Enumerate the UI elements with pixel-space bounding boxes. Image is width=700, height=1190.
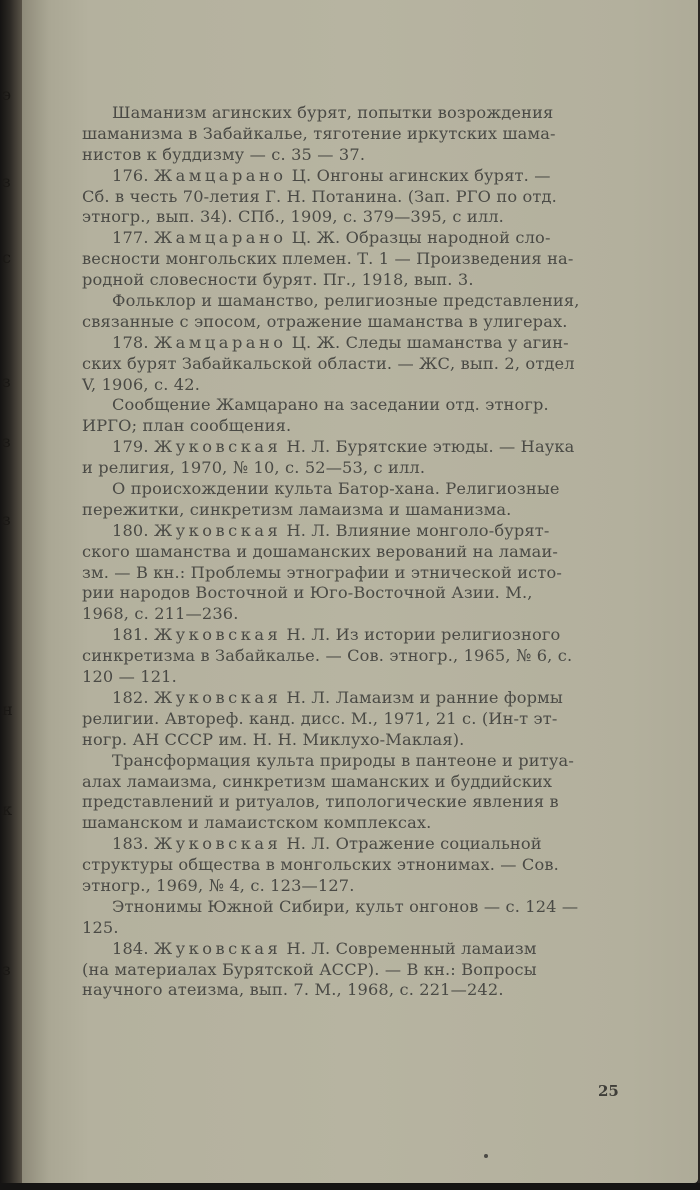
annotation-179 [82,479,632,521]
margin-mark: з [2,432,11,451]
text-line: представлений и ритуалов, типологические явления в [82,792,559,812]
text-line: О происхождении культа Батор-хана. Религиозные [112,479,560,499]
text-line: синкретизма в Забайкалье. — Сов. этногр., 1965, № 6, с. [82,646,573,666]
annotation-182 [82,751,632,835]
text-line: рии народов Восточной и Юго-Восточной Азии. М., [82,583,533,603]
page-number: 25 [598,1082,619,1100]
text-line: алах ламаизма, синкретизм шаманских и буддийских [82,771,553,791]
annotation-177 [82,291,632,333]
text-line: 180. Жуковская Н. Л. Влияние монголо-бурят- [112,520,550,540]
text-line: V, 1906, с. 42. [82,374,200,394]
text-line: 178. Жамцарано Ц. Ж. Следы шаманства у агин- [112,332,569,352]
text-line: (на материалах Бурятской АССР). — В кн.: Вопросы [82,959,537,979]
margin-mark: з [2,960,11,979]
text-line: шаманизма в Забайкалье, тяготение иркутских шама- [82,123,556,143]
text-line: 120 — 121. [82,667,177,687]
text-line: ского шаманства и дошаманских верований на ламаи- [82,541,559,561]
margin-mark: н [2,700,13,719]
book-gutter [0,0,22,1190]
page-text [82,103,632,1001]
text-line: этногр., 1969, № 4, с. 123—127. [82,875,355,895]
author-surname: Жуковская [153,687,282,707]
text-line: Шаманизм агинских бурят, попытки возрождения [112,103,554,122]
author-surname: Жуковская [153,834,282,854]
text-line: шаманском и ламаистском комплексах. [82,813,432,833]
text-line: и религия, 1970, № 10, с. 52—53, с илл. [82,458,426,478]
text-line: связанные с эпосом, отражение шаманства в улигерах. [82,311,568,331]
author-surname: Жуковская [153,520,282,540]
text-line: пережитки, синкретизм ламаизма и шаманизма. [82,499,512,519]
text-line: этногр., вып. 34). СПб., 1909, с. 379—395, с илл. [82,207,504,227]
text-line: научного атеизма, вып. 7. М., 1968, с. 221—242. [82,980,504,1000]
margin-mark: с [2,248,11,267]
bibliography-entry-183 [82,834,632,897]
text-line: родной словесности бурят. Пг., 1918, вып. 3. [82,270,474,290]
text-line: Фольклор и шаманство, религиозные представления, [112,291,580,311]
text-line: 179. Жуковская Н. Л. Бурятские этюды. — Наука [112,437,575,457]
text-line: Сб. в честь 70-летия Г. Н. Потанина. (Зап. РГО по отд. [82,186,557,206]
annotation-178 [82,395,632,437]
bibliography-entry-180 [82,521,632,625]
text-line: нистов к буддизму — с. 35 — 37. [82,144,366,164]
bibliography-entry-178 [82,333,632,396]
bibliography-entry-182 [82,688,632,751]
margin-mark: з [2,172,11,191]
text-line: Сообщение Жамцарано на заседании отд. этногр. [112,395,549,415]
text-line: ских бурят Забайкальской области. — ЖС, вып. 2, отдел [82,353,575,373]
text-line: 176. Жамцарано Ц. Онгоны агинских бурят. — [112,165,551,185]
text-line: религии. Автореф. канд. дисс. М., 1971, 21 с. (Ин-т эт- [82,708,558,728]
text-line: 177. Жамцарано Ц. Ж. Образцы народной сло- [112,228,551,248]
ink-speck [484,1154,488,1158]
author-surname: Жамцарано [153,228,287,248]
text-line: структуры общества в монгольских этнонимах. — Сов. [82,855,559,875]
margin-mark: з [2,372,11,391]
text-line: 184. Жуковская Н. Л. Современный ламаизм [112,938,537,958]
bibliography-entry-184 [82,939,632,1002]
text-line: Трансформация культа природы в пантеоне и ритуа- [112,750,574,770]
author-surname: Жуковская [153,437,282,457]
paragraph-shamanism-aga [82,103,632,166]
author-surname: Жамцарано [153,165,287,185]
bibliography-entry-181 [82,625,632,688]
bibliography-entry-179 [82,437,632,479]
author-surname: Жуковская [153,625,282,645]
margin-mark: з [2,510,11,529]
text-line: 183. Жуковская Н. Л. Отражение социальной [112,834,542,854]
margin-mark: к [2,800,12,819]
text-line: 181. Жуковская Н. Л. Из истории религиозного [112,625,561,645]
margin-mark: э [2,85,11,104]
text-line: 1968, с. 211—236. [82,604,239,624]
text-line: Этнонимы Южной Сибири, культ онгонов — с. 124 — [112,896,579,916]
text-line: 125. [82,917,119,937]
annotation-183 [82,897,632,939]
text-line: 182. Жуковская Н. Л. Ламаизм и ранние формы [112,687,563,707]
author-surname: Жуковская [153,938,282,958]
text-line: зм. — В кн.: Проблемы этнографии и этнической исто- [82,562,562,582]
author-surname: Жамцарано [153,332,287,352]
bibliography-entry-176 [82,166,632,229]
text-line: ногр. АН СССР им. Н. Н. Миклухо-Маклая). [82,729,465,749]
page-edge-bottom [0,1183,700,1190]
text-line: весности монгольских племен. Т. 1 — Произведения на- [82,249,574,269]
bibliography-entry-177 [82,228,632,291]
text-line: ИРГО; план сообщения. [82,416,292,436]
